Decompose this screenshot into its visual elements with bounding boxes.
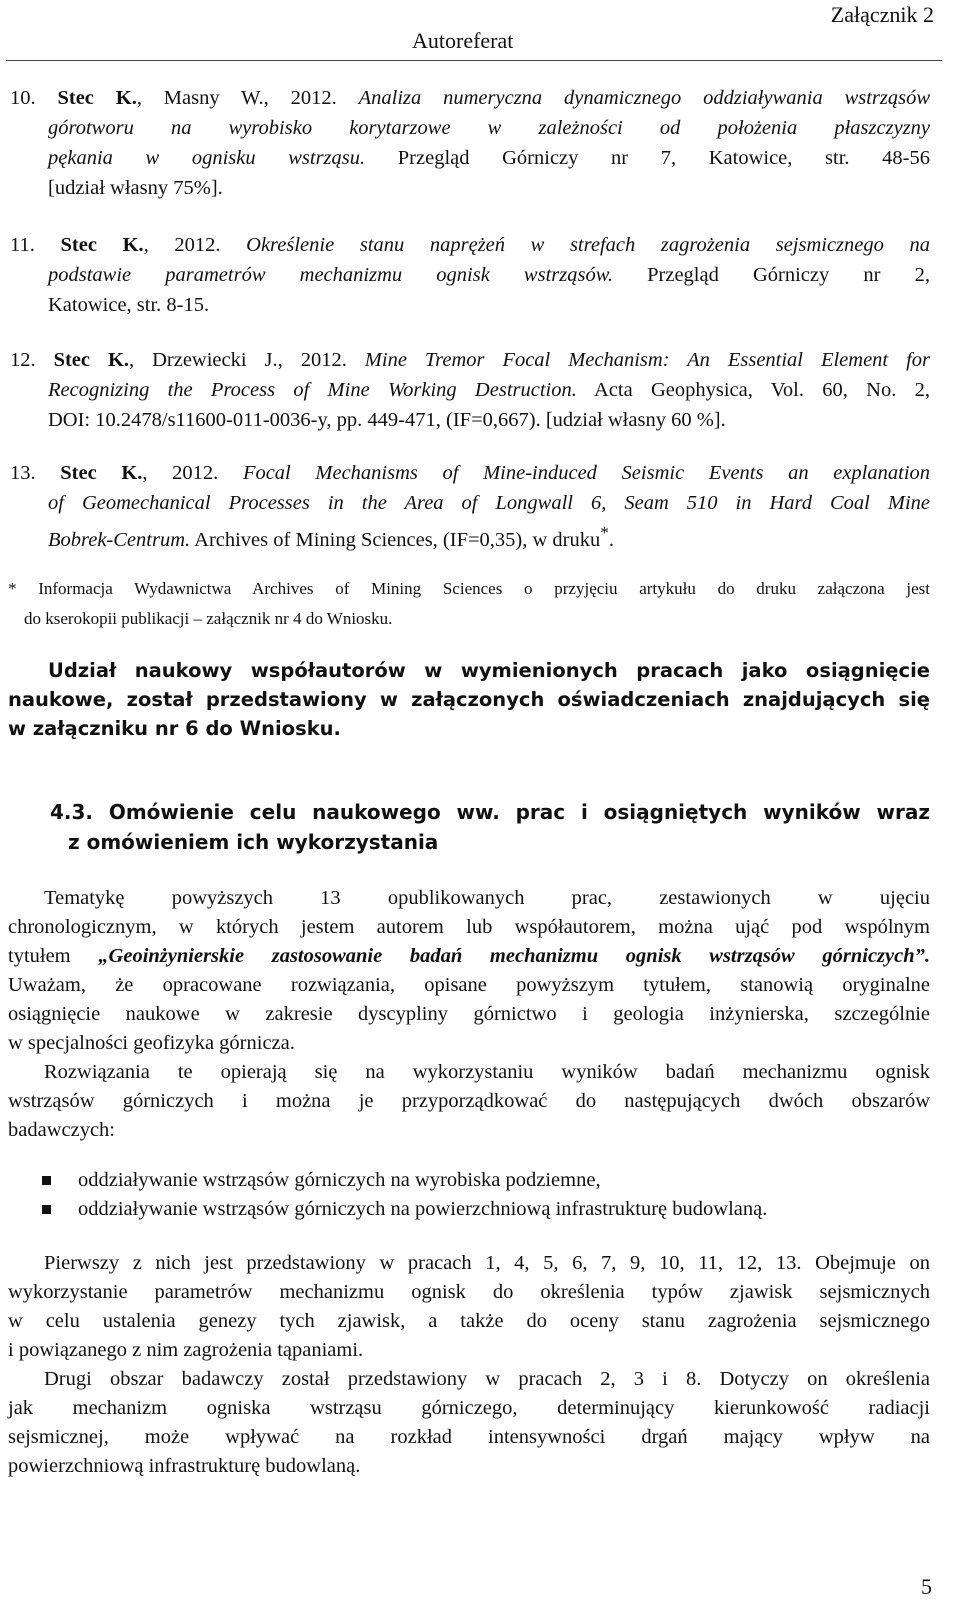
reference-line: [10, 488, 930, 518]
header-rule: [6, 60, 942, 61]
page-number: 5: [921, 1574, 932, 1599]
reference-text: [36, 87, 58, 109]
paragraph-text: tytułem: [8, 945, 99, 967]
list-item: [8, 1166, 930, 1195]
paragraph-line: wstrząsów górniczych i można je przyporządkować do następujących dwóch obszarów: [8, 1090, 930, 1112]
reference-title: Recognizing the Process of Mine Working Destruction.: [48, 379, 577, 401]
reference-line: [10, 345, 930, 375]
reference-line: [10, 375, 930, 405]
reference-text: , 2012.: [142, 462, 243, 484]
reference-title: Analiza numeryczna dynamicznego oddziaływania wstrząsów: [358, 87, 931, 109]
research-areas-list: [8, 1166, 930, 1224]
footnote: [8, 574, 930, 634]
paragraph-second-area: [8, 1365, 930, 1481]
reference-line: [10, 290, 930, 320]
reference-text: .: [608, 528, 614, 551]
paragraph-line: sejsmicznej, może wpływać na rozkład intensywności drgań mający wpływ na: [8, 1426, 930, 1448]
reference-number: 13.: [10, 462, 36, 484]
author-name: Stec K.: [60, 462, 143, 484]
contribution-statement: [8, 656, 930, 743]
paragraph-line: wykorzystanie parametrów mechanizmu ognisk do określenia typów zjawisk sejsmicznych: [8, 1281, 930, 1303]
paragraph-line: powierzchniową infrastrukturę budowlaną.: [8, 1455, 361, 1477]
reference-text: , 2012.: [143, 234, 247, 256]
bullet-square-icon: [42, 1176, 51, 1185]
reference-text: Archives of Mining Sciences, (IF=0,35), w druku: [190, 528, 601, 551]
reference-title: Mine Tremor Focal Mechanism: An Essential Element for: [364, 349, 930, 371]
reference-line: [10, 83, 930, 113]
reference-title: Bobrek-Centrum.: [48, 528, 191, 551]
reference-text: , Drzewiecki J., 2012.: [129, 349, 365, 371]
reference-line: [10, 173, 930, 203]
paragraph-line: [8, 942, 930, 971]
reference-line: [10, 143, 930, 173]
reference-text: [36, 462, 61, 484]
paragraph-line: w specjalności geofizyka górnicza.: [8, 1032, 295, 1054]
paragraph-line: i powiązanego z nim zagrożenia tąpaniami.: [8, 1339, 364, 1361]
reference-entry: [10, 458, 930, 555]
header-right: Załącznik 2: [830, 2, 934, 27]
section-heading: [50, 797, 930, 857]
paragraph-topic: [8, 884, 930, 1058]
reference-text: [36, 349, 54, 371]
bullet-square-icon: [42, 1205, 51, 1214]
reference-text: , Masny W., 2012.: [136, 87, 359, 109]
contribution-line-3: w załączniku nr 6 do Wniosku.: [8, 717, 341, 740]
paragraph-line: osiągnięcie naukowe w zakresie dyscypliny górnictwo i geologia inżynierska, szczególnie: [8, 1003, 930, 1025]
paragraph-line: Tematykę powyższych 13 opublikowanych prac, zestawionych w ujęciu: [44, 887, 930, 909]
paragraph-line: Pierwszy z nich jest przedstawiony w pracach 1, 4, 5, 6, 7, 9, 10, 11, 12, 13. Obejmuje on: [44, 1252, 930, 1274]
paragraph-line: w celu ustalenia genezy tych zjawisk, a także do oceny stanu zagrożenia sejsmicznego: [8, 1310, 930, 1332]
reference-line: [10, 260, 930, 290]
reference-number: 11.: [10, 234, 35, 256]
author-name: Stec K.: [60, 234, 144, 256]
contribution-line-1: Udział naukowy współautorów w wymienionych pracach jako osiągnięcie: [48, 659, 930, 682]
reference-title: górotworu na wyrobisko korytarzowe w zależności od położenia płaszczyzny: [48, 117, 930, 139]
paragraph-line: Uważam, że opracowane rozwiązania, opisane powyższym tytułem, stanowią oryginalne: [8, 974, 930, 996]
reference-line: [10, 230, 930, 260]
list-item: [8, 1195, 930, 1224]
reference-title: Określenie stanu naprężeń w strefach zagrożenia sejsmicznego na: [246, 234, 931, 256]
contribution-line-2: naukowe, został przedstawiony w załączonych oświadczeniach znajdujących się: [8, 688, 930, 711]
reference-number: 12.: [10, 349, 36, 371]
section-heading-line-2: z omówieniem ich wykorzystania: [68, 830, 439, 854]
paragraph-line: chronologicznym, w których jestem autorem lub współautorem, można ująć pod wspólnym: [8, 916, 930, 938]
reference-number: 10.: [10, 87, 36, 109]
reference-line: [10, 405, 930, 435]
header-title: Autoreferat: [412, 28, 514, 53]
paragraph-line: badawczych:: [8, 1119, 115, 1141]
reference-line: [10, 518, 930, 555]
reference-title: pękania w ognisku wstrząsu.: [48, 147, 366, 169]
section-heading-line-1: 4.3. Omówienie celu naukowego ww. prac i osiągniętych wyników wraz: [50, 800, 930, 824]
footnote-line-2: do kserokopii publikacji – załącznik nr 4 do Wniosku.: [24, 609, 393, 628]
reference-text: [udział własny 75%].: [48, 177, 223, 199]
paragraph-line: Rozwiązania te opierają się na wykorzystaniu wyników badań mechanizmu ognisk: [44, 1061, 930, 1083]
reference-entry: [10, 345, 930, 435]
paragraph-first-area: [8, 1249, 930, 1365]
reference-text: Przegląd Górniczy nr 2,: [612, 264, 930, 286]
reference-text: DOI: 10.2478/s11600-011-0036-y, pp. 449-471, (IF=0,667). [udział własny 60 %].: [48, 409, 726, 431]
footnote-line-1: * Informacja Wydawnictwa Archives of Mining Sciences o przyjęciu artykułu do druku załączona jest: [8, 579, 930, 598]
reference-title: podstawie parametrów mechanizmu ognisk wstrząsów.: [48, 264, 613, 286]
reference-text: *: [600, 523, 609, 542]
paragraph-line: Drugi obszar badawczy został przedstawiony w pracach 2, 3 i 8. Dotyczy on określenia: [44, 1368, 930, 1390]
reference-text: Katowice, str. 8-15.: [48, 294, 210, 316]
reference-text: Acta Geophysica, Vol. 60, No. 2,: [576, 379, 930, 401]
reference-text: Przegląd Górniczy nr 7, Katowice, str. 48-56: [365, 147, 930, 169]
list-item-text: oddziaływanie wstrząsów górniczych na powierzchniową infrastrukturę budowlaną.: [78, 1198, 768, 1220]
reference-line: [10, 458, 930, 488]
author-name: Stec K.: [57, 87, 137, 109]
reference-entry: [10, 83, 930, 203]
reference-line: [10, 113, 930, 143]
author-name: Stec K.: [53, 349, 130, 371]
reference-entry: [10, 230, 930, 320]
paragraph-title-emphasis: „Geoinżynierskie zastosowanie badań mechanizmu ognisk wstrząsów górniczych”.: [98, 945, 930, 967]
paragraph-line: jak mechanizm ogniska wstrząsu górniczego, determinujący kierunkowość radiacji: [8, 1397, 930, 1419]
list-item-text: oddziaływanie wstrząsów górniczych na wyrobiska podziemne,: [78, 1169, 601, 1191]
paragraph-solutions: [8, 1058, 930, 1145]
reference-text: [35, 234, 61, 256]
reference-title: of Geomechanical Processes in the Area of Longwall 6, Seam 510 in Hard Coal Mine: [48, 492, 930, 514]
reference-title: Focal Mechanisms of Mine-induced Seismic Events an explanation: [242, 462, 931, 484]
